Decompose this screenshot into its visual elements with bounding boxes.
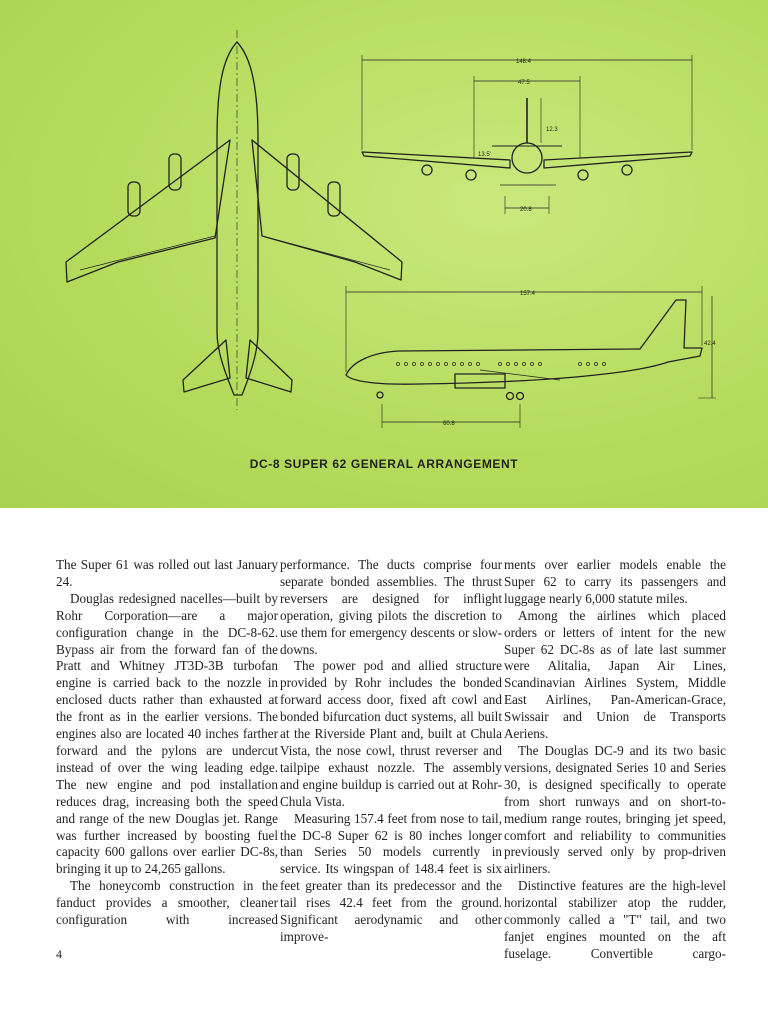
article-column-2: [280, 557, 502, 944]
front-engine-2: [466, 170, 476, 180]
side-engine: [455, 374, 505, 388]
plan-view: [66, 30, 402, 410]
dim-13-5: 13.5': [478, 152, 491, 158]
dim-60-8: 60.8: [443, 421, 455, 427]
front-view: [362, 55, 692, 214]
front-engine-4: [622, 165, 632, 175]
paragraph: The honeycomb construction in the fanduct provides a smoother, cleaner configuration with increased: [56, 878, 278, 928]
page-number: 4: [56, 947, 62, 961]
front-right-wing: [544, 152, 692, 168]
paragraph: Distinctive features are the high-level horizontal stabilizer atop the rudder, commonly called a "T" tail, and two fanjet engines mounted on the aft fuselage. Convertible cargo-: [504, 878, 726, 961]
dim-length: 157.4: [520, 291, 536, 297]
right-wing: [252, 140, 402, 280]
front-engine-1: [422, 165, 432, 175]
paragraph: The power pod and allied structure provided by Rohr includes the bonded forward access door, fixed aft cowl and bonded bifurcation duct systems, all built at the Riverside Plant and, built at Chula Vista, the nose cowl, thrust reverser and tailpipe exhaust nozzle. The assembly and engine buildup is carried out at Rohr-Chula Vista.: [280, 658, 502, 809]
paragraph: Among the airlines which placed orders or letters of intent for the new Super 62 DC-8s as of late last summer were Alitalia, Japan Air Lines, Scandinavian Airlines System, Middle East Airlines, Pan-American-Grace, Swissair and Union de Transports Aeriens.: [504, 607, 726, 742]
front-fuselage: [512, 143, 542, 173]
article-column-3: [504, 557, 726, 961]
dim-20-8: 20.8: [520, 207, 532, 213]
side-view: [346, 286, 716, 428]
figure-caption: DC-8 SUPER 62 GENERAL ARRANGEMENT: [249, 457, 519, 471]
dim-wingspan: 148.4: [516, 59, 532, 65]
article-column-1: [56, 557, 278, 937]
dim-47-5: 47.5: [518, 80, 530, 86]
paragraph: The Super 61 was rolled out last January 24.: [56, 557, 278, 589]
paragraph: ments over earlier models enable the Super 62 to carry its passengers and luggage nearly 6,000 statute miles.: [504, 557, 726, 606]
side-fuselage: [346, 300, 702, 384]
engine-inner-right: [287, 154, 299, 190]
dim-12-3: 12.3: [546, 127, 558, 133]
left-wing: [66, 140, 230, 282]
paragraph: performance. The ducts comprise four separate bonded assemblies. The thrust reversers are designed for inflight operation, giving pilots the discretion to use them for emergency descents or slow-downs.: [280, 557, 502, 657]
dim-height: 42.4: [704, 341, 716, 347]
side-windows: [397, 363, 606, 366]
paragraph: The Douglas DC-9 and its two basic versions, designated Series 10 and Series 30, is designed specifically to operate from short runways and on short-to-medium range routes, bringing jet speed, comfort and reliability to communities previously served only by prop-driven airliners.: [504, 742, 726, 877]
article-body: [56, 557, 726, 961]
front-engine-3: [578, 170, 588, 180]
paragraph: Measuring 157.4 feet from nose to tail, the DC-8 Super 62 is 80 inches longer than Series 50 models currently in service. Its wingspan of 148.4 feet is six feet greater than its predecessor and the tail rises 42.4 feet from the ground. Significant aerodynamic and other improve-: [280, 810, 502, 944]
paragraph: Douglas redesigned nacelles—built by Rohr Corporation—are a major configuration change in the DC-8-62. Bypass air from the forward fan of the Pratt and Whitney JT3D-3B turbofan engine is carried back to the nozzle in enclosed ducts rather than exhausted at the front as in the earlier versions. The engines also are located 40 inches farther forward and the pylons are undercut instead of over the wing leading edge. The new engine and pod installation reduces drag, increasing both the speed and range of the new Douglas jet. Range was further increased by boosting fuel capacity 600 gallons over earlier DC-8s, bringing it up to 24,265 gallons.: [56, 590, 278, 877]
